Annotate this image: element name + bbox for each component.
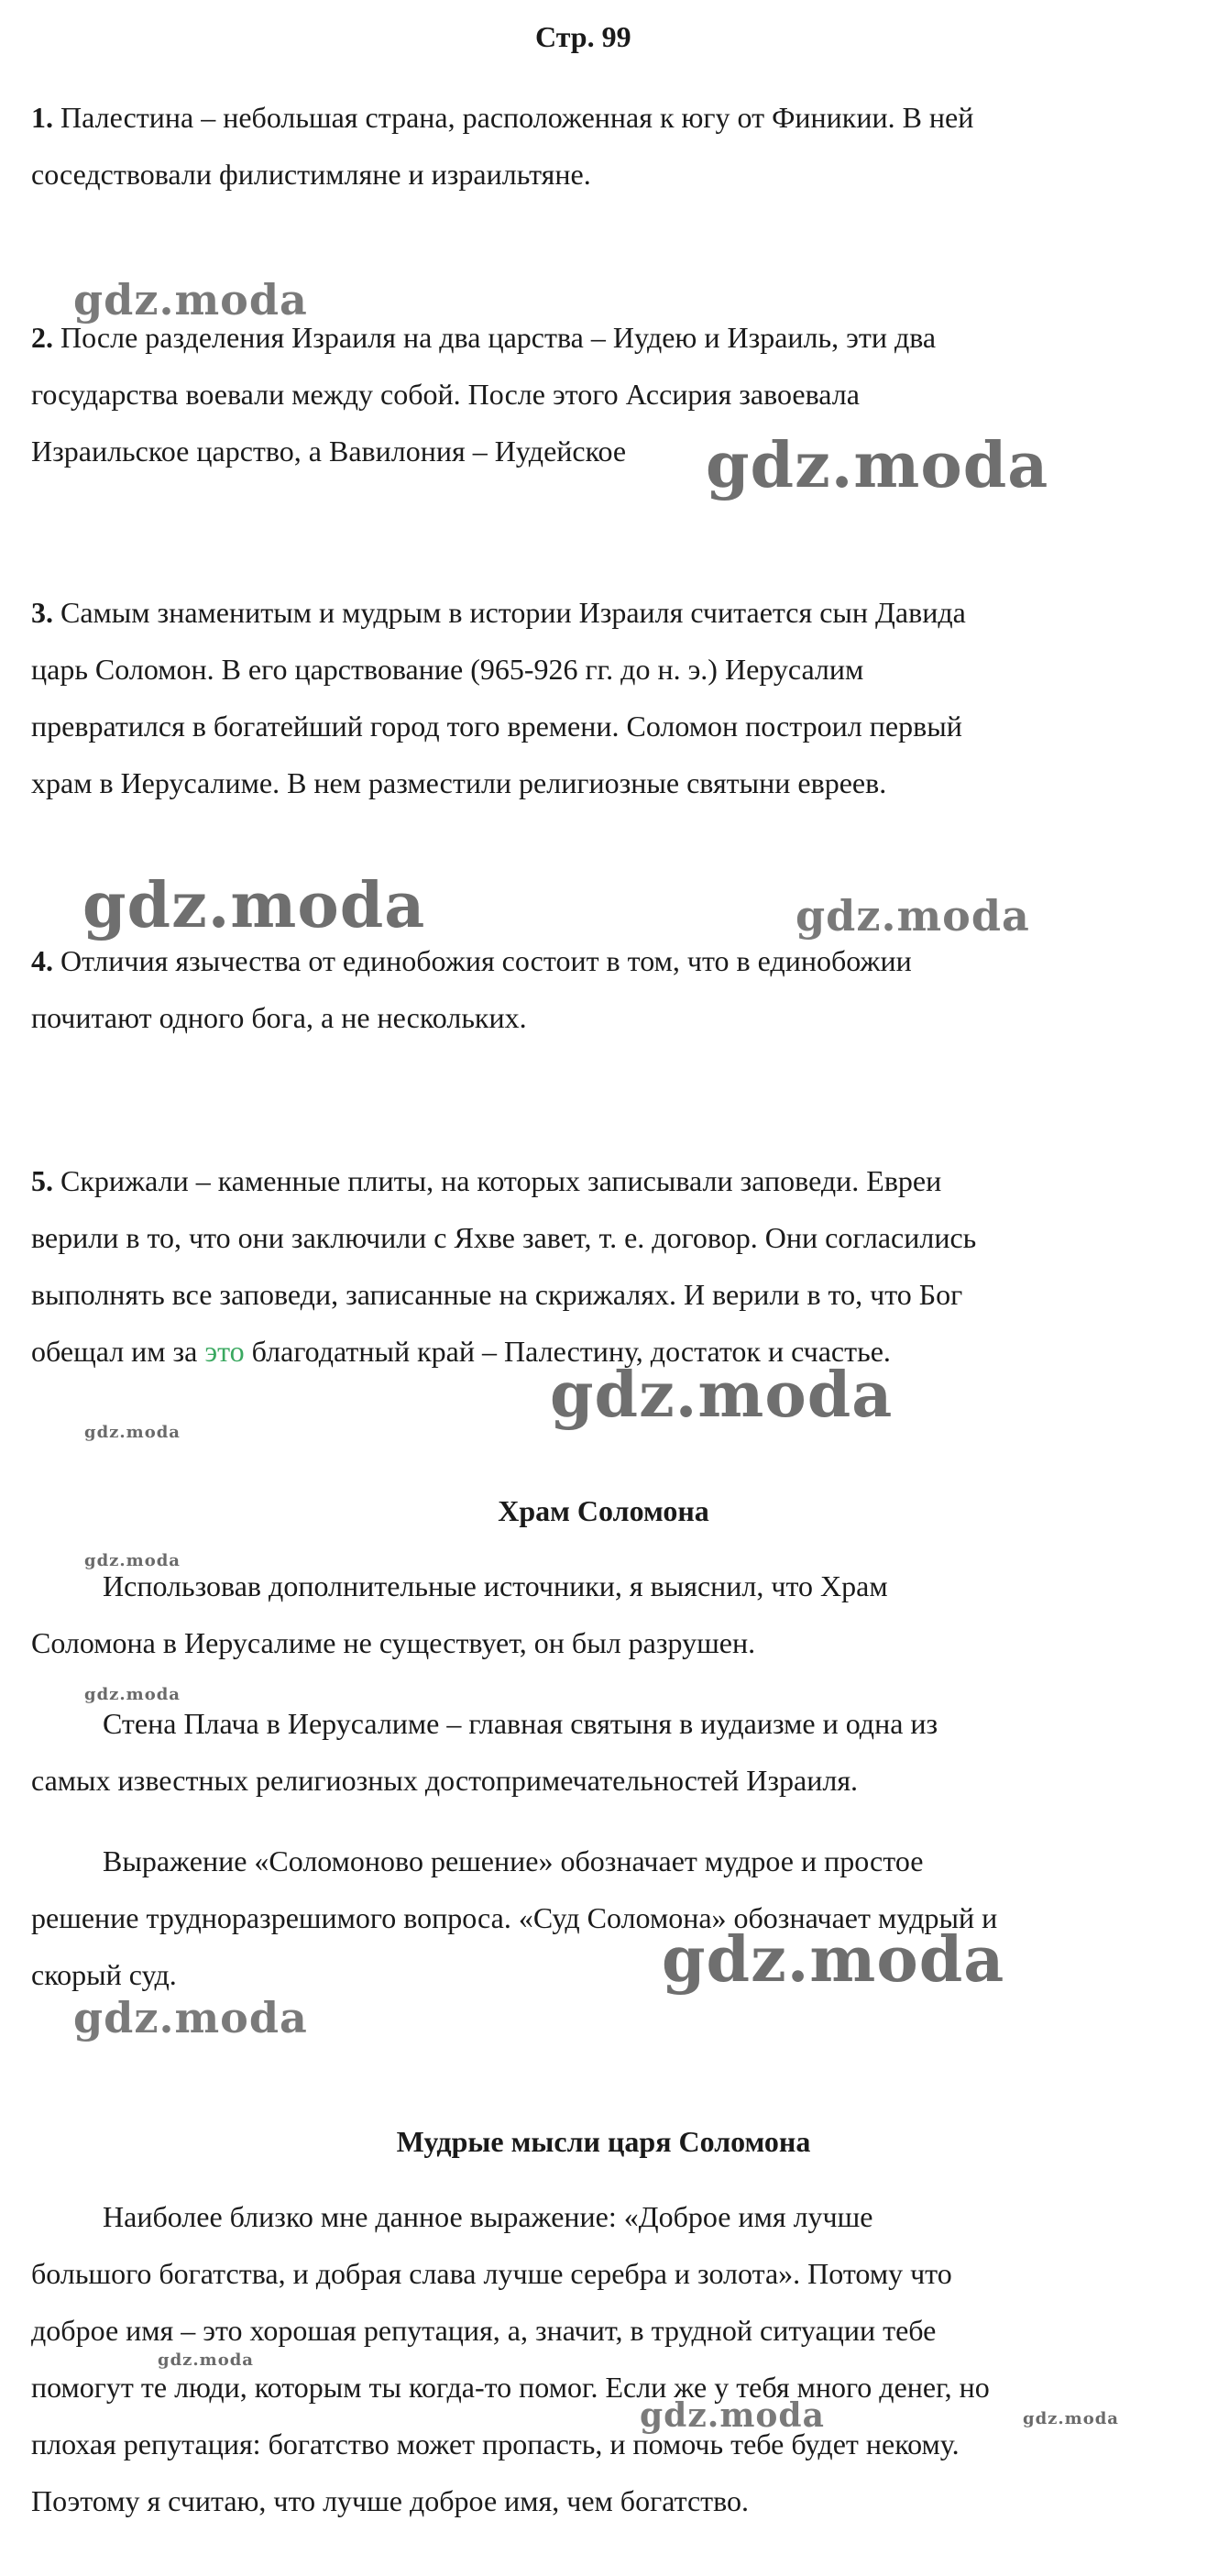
answer-2-number: 2. [31,321,53,354]
answer-1-line-2: соседствовали филистимляне и израильтяне. [31,158,591,191]
watermark: gdz.moda [706,429,1049,502]
watermark: gdz.moda [84,1551,181,1570]
answer-3-line-2: царь Соломон. В его царствование (965-926 гг. до н. э.) Иерусалим [31,653,864,686]
answer-3-text: Самым знаменитым и мудрым в истории Израиля считается сын Давида [53,596,966,629]
answer-5-number: 5. [31,1164,53,1197]
temple-p3-line-1: Выражение «Соломоново решение» обозначает мудрое и простое [103,1844,924,1877]
temple-p1-line-1: Использовав дополнительные источники, я выяснил, что Храм [103,1569,888,1602]
answer-5-text-part: обещал им за [31,1335,205,1368]
answer-4-number: 4. [31,944,53,977]
temple-p1-line-2: Соломона в Иерусалиме не существует, он был разрушен. [31,1626,756,1659]
answer-5-highlight: это [204,1335,245,1368]
answer-5-line-2: верили в то, что они заключили с Яхве завет, т. е. договор. Они согласились [31,1221,977,1254]
section-heading-temple: Храм Соломона [498,1494,709,1527]
watermark: gdz.moda [640,2396,825,2435]
answer-1-text: Палестина – небольшая страна, расположенная к югу от Финикии. В ней [53,101,974,134]
watermark: gdz.moda [82,869,426,942]
answer-2-line-3: Израильское царство, а Вавилония – Иудейское [31,435,627,468]
answer-3-line-3: превратился в богатейший город того времени. Соломон построил первый [31,710,962,743]
answer-2-line-1 [31,319,936,356]
watermark: gdz.moda [84,1423,181,1442]
watermark: gdz.moda [73,275,308,325]
watermark: gdz.moda [84,1685,181,1704]
answer-5-text-part: благодатный край – Палестину, достаток и счастье. [244,1335,891,1368]
answer-5-line-3: выполнять все заповеди, записанные на скрижалях. И верили в то, что Бог [31,1278,963,1311]
answer-5-line-1 [31,1162,941,1199]
wisdom-line-6: Поэтому я считаю, что лучше доброе имя, чем богатство. [31,2484,750,2517]
answer-2-text: После разделения Израиля на два царства – Иудею и Израиль, эти два [53,321,937,354]
watermark: gdz.moda [158,2350,254,2370]
temple-p2-line-1: Стена Плача в Иерусалиме – главная святыня в иудаизме и одна из [103,1707,938,1740]
answer-2-line-2: государства воевали между собой. После этого Ассирия завоевала [31,378,860,411]
watermark: gdz.moda [662,1923,1005,1997]
temple-p3-line-2: решение трудноразрешимого вопроса. «Суд Соломона» обозначает мудрый и [31,1901,998,1934]
temple-p3-line-3: скорый суд. [31,1958,177,1991]
answer-5-text: Скрижали – каменные плиты, на которых записывали заповеди. Евреи [53,1164,942,1197]
answer-3-line-1 [31,594,966,631]
wisdom-line-1: Наиболее близко мне данное выражение: «Доброе имя лучше [103,2200,873,2233]
wisdom-line-5: плохая репутация: богатство может пропасть, и помочь тебе будет некому. [31,2427,960,2460]
section-heading-wisdom: Мудрые мысли царя Соломона [396,2125,811,2158]
watermark: gdz.moda [1023,2409,1119,2428]
answer-3-number: 3. [31,596,53,629]
answer-4-line-2: почитают одного бога, а не нескольких. [31,1001,527,1034]
page-title: Стр. 99 [535,20,631,53]
answer-4-line-1 [31,942,912,979]
watermark: gdz.moda [73,1993,308,2042]
wisdom-line-4: помогут те люди, которым ты когда-то помог. Если же у тебя много денег, но [31,2371,990,2404]
answer-3-line-4: храм в Иерусалиме. В нем разместили религиозные святыни евреев. [31,766,887,799]
wisdom-line-3: доброе имя – это хорошая репутация, а, значит, в трудной ситуации тебе [31,2314,937,2347]
watermark: gdz.moda [796,891,1030,941]
temple-p2-line-2: самых известных религиозных достопримечательностей Израиля. [31,1764,859,1797]
answer-1-line-1 [31,99,973,136]
answer-4-text: Отличия язычества от единобожия состоит в том, что в единобожии [53,944,912,977]
watermark: gdz.moda [550,1359,894,1432]
answer-1-number: 1. [31,101,53,134]
wisdom-line-2: большого богатства, и добрая слава лучше серебра и золота». Потому что [31,2257,952,2290]
